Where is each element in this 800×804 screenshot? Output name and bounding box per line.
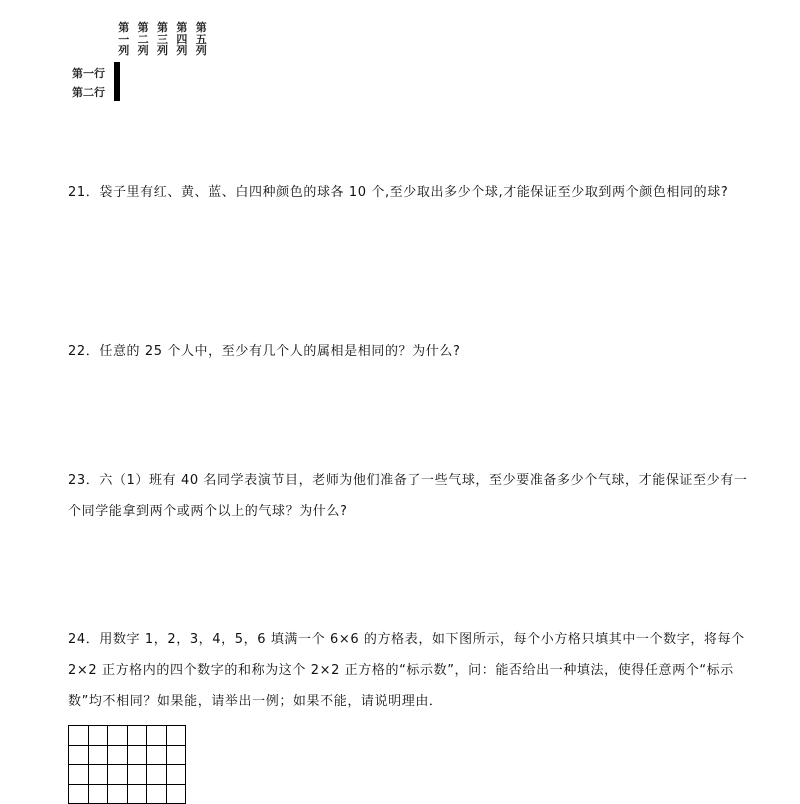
grid-cell	[69, 765, 89, 785]
column-headers	[114, 22, 211, 57]
grid-cell	[166, 784, 186, 804]
question-23: 23．六（1）班有 40 名同学表演节目，老师为他们准备了一些气球，至少要准备多少个气球，才能保证至少有一个同学能拿到两个或两个以上的气球？为什么?	[68, 473, 748, 519]
row-label-2: 第二行	[72, 86, 105, 99]
column-header-2: 第 二 列	[137, 21, 149, 57]
grid-row	[69, 745, 186, 765]
grid-cell	[147, 784, 167, 804]
column-header-3: 第 三 列	[156, 21, 168, 57]
grid-cell	[108, 745, 128, 765]
seat-cell	[119, 82, 120, 101]
grid-cell	[127, 745, 147, 765]
grid-cell	[69, 745, 89, 765]
column-header-5: 第 五 列	[195, 21, 207, 57]
row-labels	[72, 64, 114, 102]
question-21: 21．袋子里有红、黄、蓝、白四种颜色的球各 10 个,至少取出多少个球,才能保证至少取到两个颜色相同的球?	[68, 185, 729, 200]
grid-cell	[88, 726, 108, 746]
grid-row	[69, 726, 186, 746]
grid-cell	[88, 784, 108, 804]
seat-grid	[114, 62, 120, 101]
grid-row	[69, 784, 186, 804]
grid-cell	[69, 784, 89, 804]
seat-grid-row	[115, 63, 120, 82]
column-header-1: 第 一 列	[118, 21, 130, 57]
question-24: 24．用数字 1，2，3，4，5，6 填满一个 6×6 的方格表，如下图所示，每个小方格只填其中一个数字，将每个 2×2 正方格内的四个数字的和称为这个 2×2 正方格的“标示数”，问：能否给出一种填法，使得任意两个“标示数”均不相同？如果能，请举出一例；如果不能，请说明理由．	[68, 632, 745, 709]
grid-cell	[166, 745, 186, 765]
grid-cell	[147, 726, 167, 746]
grid-cell	[88, 745, 108, 765]
seat-grid-row	[115, 82, 120, 101]
grid-row	[69, 765, 186, 785]
grid-cell	[127, 765, 147, 785]
grid-cell	[147, 745, 167, 765]
seat-cell	[119, 63, 120, 82]
six-by-six-grid	[68, 725, 186, 804]
grid-cell	[166, 726, 186, 746]
grid-cell	[166, 765, 186, 785]
grid-cell	[127, 784, 147, 804]
grid-cell	[147, 765, 167, 785]
grid-cell	[69, 726, 89, 746]
grid-cell	[88, 765, 108, 785]
row-label-1: 第一行	[72, 67, 105, 80]
grid-cell	[108, 765, 128, 785]
grid-cell	[108, 784, 128, 804]
question-22: 22．任意的 25 个人中，至少有几个人的属相是相同的？为什么?	[68, 344, 461, 359]
column-header-4: 第 四 列	[176, 21, 188, 57]
grid-cell	[127, 726, 147, 746]
grid-cell	[108, 726, 128, 746]
